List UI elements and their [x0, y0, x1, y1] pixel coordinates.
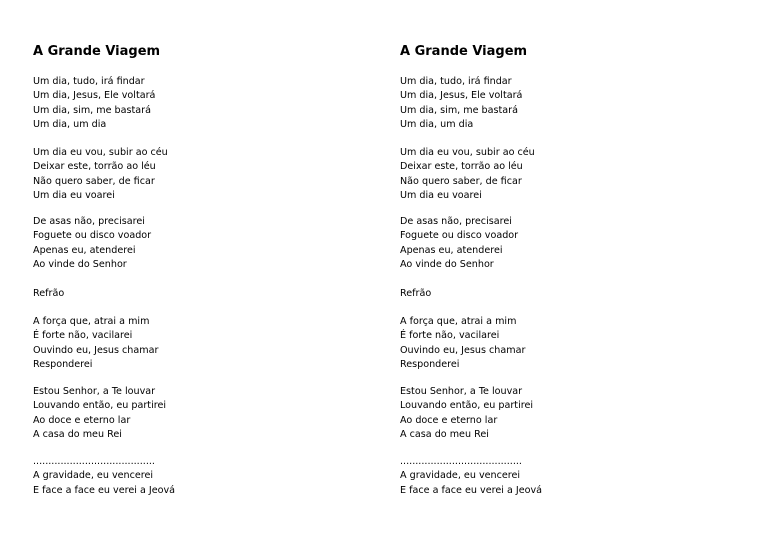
- lyric-line: Responderei: [33, 358, 93, 370]
- lyric-line: A casa do meu Rei: [33, 428, 122, 440]
- stanza-6: [33, 455, 175, 498]
- stanza-1: [400, 75, 522, 132]
- lyric-line: Um dia, tudo, irá findar: [33, 76, 145, 87]
- lyric-line: A força que, atrai a mim: [400, 316, 517, 327]
- lyric-line: Apenas eu, atenderei: [400, 244, 503, 256]
- song-title: A Grande Viagem: [400, 44, 528, 59]
- dotted-separator: ........................................: [33, 456, 155, 467]
- lyric-line: Ouvindo eu, Jesus chamar: [400, 344, 526, 356]
- lyric-line: De asas não, precisarei: [400, 216, 512, 227]
- lyric-line: Ao vinde do Senhor: [33, 258, 127, 270]
- stanza-6: [400, 455, 542, 498]
- lyric-line: De asas não, precisarei: [33, 216, 145, 227]
- stanza-5: [400, 385, 533, 442]
- lyric-line: A força que, atrai a mim: [33, 316, 150, 327]
- refrain-label: [33, 287, 64, 301]
- lyric-line: A gravidade, eu vencerei: [400, 470, 521, 482]
- lyric-line: Não quero saber, de ficar: [33, 175, 155, 187]
- lyric-line: Ao doce e eterno lar: [33, 414, 131, 426]
- stanza-3: [33, 215, 151, 272]
- lyric-line: Um dia eu vou, subir ao céu: [33, 147, 168, 158]
- lyric-line: Deixar este, torrão ao léu: [400, 161, 523, 173]
- stanza-2: [33, 146, 168, 203]
- lyric-line: Louvando então, eu partirei: [400, 400, 534, 412]
- stanza-4: [400, 315, 525, 372]
- lyric-line: Um dia, Jesus, Ele voltará: [400, 90, 523, 102]
- lyric-line: Ao doce e eterno lar: [400, 414, 498, 426]
- lyric-line: Um dia, um dia: [33, 118, 107, 130]
- lyric-line: Um dia eu voarei: [400, 189, 482, 201]
- lyric-line: Louvando então, eu partirei: [33, 400, 167, 412]
- lyric-line: Um dia eu vou, subir ao céu: [400, 147, 535, 158]
- lyric-line: Responderei: [400, 358, 460, 370]
- lyric-line: É forte não, vacilarei: [400, 330, 500, 342]
- song-title: A Grande Viagem: [33, 44, 161, 59]
- stanza-5: [33, 385, 166, 442]
- lyric-line: Foguete ou disco voador: [33, 230, 152, 242]
- lyric-line: É forte não, vacilarei: [33, 330, 133, 342]
- stanza-1: [33, 75, 155, 132]
- lyric-line: Um dia, sim, me bastará: [33, 104, 151, 116]
- lyric-line: Refrão: [400, 288, 432, 299]
- lyric-line: Estou Senhor, a Te louvar: [400, 386, 523, 397]
- lyric-line: Um dia, um dia: [400, 118, 474, 130]
- lyric-line: Refrão: [33, 288, 65, 299]
- lyric-line: Um dia eu voarei: [33, 189, 115, 201]
- lyric-line: Apenas eu, atenderei: [33, 244, 136, 256]
- stanza-3: [400, 215, 518, 272]
- lyric-line: Ouvindo eu, Jesus chamar: [33, 344, 159, 356]
- stanza-2: [400, 146, 535, 203]
- lyric-line: Um dia, Jesus, Ele voltará: [33, 90, 156, 102]
- lyric-line: Foguete ou disco voador: [400, 230, 519, 242]
- lyric-line: A gravidade, eu vencerei: [33, 470, 154, 482]
- lyric-line: E face a face eu verei a Jeová: [400, 484, 543, 496]
- stanza-4: [33, 315, 158, 372]
- lyric-line: Um dia, tudo, irá findar: [400, 76, 512, 87]
- lyric-line: Ao vinde do Senhor: [400, 258, 494, 270]
- lyric-line: Estou Senhor, a Te louvar: [33, 386, 156, 397]
- dotted-separator: ........................................: [400, 456, 522, 467]
- lyric-line: E face a face eu verei a Jeová: [33, 484, 176, 496]
- lyric-line: Não quero saber, de ficar: [400, 175, 522, 187]
- lyric-line: Um dia, sim, me bastará: [400, 104, 518, 116]
- lyric-line: A casa do meu Rei: [400, 428, 489, 440]
- refrain-label: [400, 287, 431, 301]
- lyric-line: Deixar este, torrão ao léu: [33, 161, 156, 173]
